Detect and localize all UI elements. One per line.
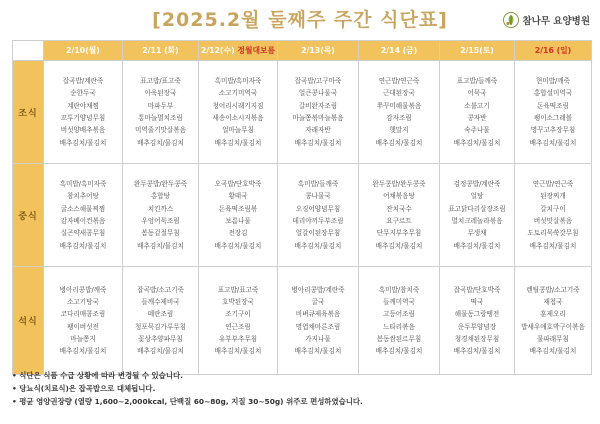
dish-item: 굴국 bbox=[311, 297, 325, 306]
dish-item: 콩자반 bbox=[467, 114, 487, 122]
dish-item: 감자베이컨볶음 bbox=[60, 217, 106, 225]
dish-item: 쭈꾸미해물볶음 bbox=[376, 101, 422, 110]
dish-item: 배추김치/물김치 bbox=[375, 241, 423, 250]
menu-cell bbox=[278, 61, 359, 164]
dish-item: 햇말지 bbox=[389, 126, 409, 135]
dish-item: 버섯맛살볶음 bbox=[533, 217, 573, 225]
dish-item: 완두콩밥/완두콩죽 bbox=[372, 180, 426, 189]
dish-item: 배추김치/물김치 bbox=[294, 138, 342, 147]
dish-item: 배추김치/물김치 bbox=[529, 241, 577, 250]
dish-item: 배추김치/물김치 bbox=[137, 138, 184, 147]
dish-item: 잔치국수 bbox=[386, 204, 412, 213]
dish-item: 오곡밥/단호박죽 bbox=[214, 180, 262, 189]
dish-item: 순한두국 bbox=[70, 89, 96, 98]
day-header-sun: 2/16 (일) bbox=[515, 41, 592, 61]
dish-item: 표고닭다리살장조림 bbox=[448, 204, 506, 213]
dish-item: 표고밥/표고죽 bbox=[140, 77, 181, 86]
dish-item: 떼란조림 bbox=[147, 310, 174, 319]
dish-item: 배추김치/물김치 bbox=[375, 138, 423, 147]
dish-item: 꽃상추양파무침 bbox=[138, 334, 183, 343]
menu-cell bbox=[359, 61, 440, 164]
dish-item: 잡곡밥/소고기죽 bbox=[137, 285, 184, 294]
dish-item: 숙주나물 bbox=[464, 126, 490, 135]
dish-item: 새송이소시지볶음 bbox=[212, 114, 264, 122]
notes-section bbox=[12, 369, 592, 408]
dish-item: 실곤약새콤무침 bbox=[60, 229, 106, 238]
menu-cell bbox=[199, 61, 278, 164]
day-header-wed: 2/12(수) 정월대보름 bbox=[199, 41, 278, 61]
dish-item: 배추김치/물김치 bbox=[137, 241, 184, 250]
dish-item: 마늘쫑지 bbox=[70, 334, 96, 343]
dish-item: 연근조림 bbox=[225, 322, 251, 331]
hospital-name: 참나무 요양병원 bbox=[522, 16, 590, 27]
dish-item: 팽이소그레볼 bbox=[533, 114, 573, 122]
dish-item: 얼큰콩나물국 bbox=[298, 89, 338, 98]
menu-cell bbox=[515, 267, 592, 375]
dish-item: 잡곡밥/단호박죽 bbox=[453, 285, 501, 294]
dish-item: 배추김치/물김치 bbox=[453, 241, 501, 250]
menu-cell bbox=[359, 164, 440, 267]
oak-leaf-icon bbox=[503, 12, 519, 28]
dish-item: 코다리매콤조림 bbox=[60, 310, 106, 319]
dish-item: 배추김치/물김치 bbox=[294, 347, 342, 356]
dish-item: 흑미밥/흑미자죽 bbox=[214, 77, 262, 86]
dish-item: 훈제오리 bbox=[540, 310, 566, 319]
menu-cell bbox=[278, 267, 359, 375]
holiday-note: 정월대보름 bbox=[237, 46, 276, 55]
dish-item: 봄동쌈된르무침 bbox=[376, 334, 422, 343]
dish-item: 자래자반 bbox=[305, 126, 331, 135]
day-header-fri: 2/14 (금) bbox=[359, 41, 440, 61]
dish-item: 연근밥/연근죽 bbox=[532, 180, 574, 189]
note-item: • 당뇨식(치료식)은 잡곡밥으로 대체됩니다. bbox=[12, 384, 156, 393]
dish-item: 흑미밥/들깨죽 bbox=[297, 180, 339, 189]
dish-item: 들깨미역국 bbox=[383, 297, 415, 306]
dish-item: 꼬투기양념무침 bbox=[60, 114, 106, 122]
dish-item: 오징어양념무침 bbox=[295, 204, 341, 213]
meal-row bbox=[13, 164, 592, 267]
dish-item: 호박된장국 bbox=[222, 297, 254, 306]
meal-label: 석식 bbox=[13, 267, 44, 375]
dish-item: 배추김치/물김치 bbox=[137, 347, 184, 356]
day-header-tue: 2/11 (화) bbox=[123, 41, 199, 61]
dish-item: 마파두부 bbox=[147, 101, 174, 110]
meal-label: 중식 bbox=[13, 164, 44, 267]
dish-item: 표고밥/들깨죽 bbox=[456, 77, 498, 86]
dish-item: 우엉어묵조림 bbox=[141, 217, 180, 225]
dish-item: 홍합탕 bbox=[150, 192, 171, 201]
dish-item: 배추김치/물김치 bbox=[59, 138, 107, 147]
weekly-menu-table bbox=[12, 40, 592, 375]
dish-item: 렌틸콩밥/소고기죽 bbox=[526, 285, 580, 294]
dish-item: 배추김치/물김치 bbox=[59, 241, 107, 250]
note-item: • 평균 영양권장량 (열량 1,600~2,000kcal, 단백질 60~80g, 지질 30~50g) 위주로 편성하였습니다. bbox=[12, 397, 363, 406]
dish-item: 비벼큐제육볶음 bbox=[295, 310, 341, 319]
menu-cell bbox=[44, 164, 123, 267]
dish-item: 된장찌개 bbox=[540, 192, 566, 201]
dish-item: 데리야끼두부조림 bbox=[292, 217, 344, 225]
dish-item: 흑미밥/참치죽 bbox=[378, 285, 420, 294]
menu-cell bbox=[123, 61, 199, 164]
header-corner bbox=[13, 41, 44, 61]
dish-item: 황태국 bbox=[228, 192, 248, 201]
dish-item: 배추김치/물김치 bbox=[214, 241, 262, 250]
dish-item: 배추김치/물김치 bbox=[529, 138, 577, 147]
menu-cell bbox=[440, 61, 515, 164]
dish-item: 물파래무침 bbox=[537, 334, 569, 343]
dish-item: 굴소스해물찌찜 bbox=[60, 204, 106, 213]
dish-item: 근대된장국 bbox=[383, 89, 415, 98]
day-header-thu: 2/13(목) bbox=[278, 41, 359, 61]
menu-cell bbox=[515, 164, 592, 267]
dish-item: 배추김치/물김치 bbox=[529, 347, 577, 356]
dish-item: 청경채된장무침 bbox=[454, 334, 500, 343]
hospital-logo bbox=[503, 11, 590, 29]
dish-item: 치킨까스 bbox=[147, 204, 174, 213]
dish-item: 떡국 bbox=[470, 297, 484, 306]
dish-item: 어묵국 bbox=[467, 89, 487, 98]
dish-item: 명엽채마른조림 bbox=[295, 322, 341, 331]
menu-cell bbox=[440, 164, 515, 267]
dish-item: 배추김치/물김치 bbox=[375, 347, 423, 356]
menu-cell bbox=[278, 164, 359, 267]
dish-item: 마늘쫑볶마늘볶음 bbox=[292, 114, 344, 122]
dish-item: 무생채 bbox=[467, 229, 487, 238]
dish-item: 버섯양배추볶음 bbox=[60, 126, 106, 135]
dish-item: 병아리콩밥/깨죽 bbox=[59, 285, 107, 294]
page-title: [2025.2월 둘째주 주간 식단표] bbox=[152, 9, 448, 31]
menu-cell bbox=[44, 267, 123, 375]
dish-item: 연근밥/연근죽 bbox=[378, 77, 420, 86]
dish-item: 병아리콩밥/계란죽 bbox=[291, 285, 345, 294]
menu-cell bbox=[199, 267, 278, 375]
menu-cell bbox=[199, 164, 278, 267]
dish-item: 고등어조림 bbox=[383, 310, 415, 319]
dish-item: 해물동그랑땡전 bbox=[454, 310, 500, 319]
menu-cell bbox=[440, 267, 515, 375]
dish-item: 감자조림 bbox=[386, 114, 412, 122]
dish-item: 가지나물 bbox=[305, 334, 331, 343]
dish-item: 청포묵김가루무침 bbox=[135, 322, 186, 331]
dish-item: 표고밥/표고죽 bbox=[217, 285, 259, 294]
dish-item: 잡곡밥/고구마죽 bbox=[294, 77, 342, 86]
dish-item: 얼갈이된장무침 bbox=[295, 229, 341, 238]
dish-item: 돈육떡조림 bbox=[537, 101, 569, 110]
dish-item: 도토리묵쑥갓무침 bbox=[527, 229, 579, 238]
dish-item: 갈비완자조림 bbox=[298, 101, 338, 110]
dish-item: 느타리볶음 bbox=[383, 322, 415, 331]
dish-item: 계란야채찜 bbox=[67, 101, 99, 110]
note-item: • 식단은 식품 수급 상황에 따라 변경될 수 있습니다. bbox=[12, 371, 183, 380]
menu-cell bbox=[123, 164, 199, 267]
meal-row bbox=[13, 267, 592, 375]
day-header-mon: 2/10(월) bbox=[44, 41, 123, 61]
dish-item: 멸치크레놀라볶음 bbox=[451, 217, 503, 225]
dish-item: 콩나물국 bbox=[305, 192, 331, 201]
dish-item: 밥새우애호박구이볶음 bbox=[521, 322, 585, 331]
dish-item: 유부부추무침 bbox=[218, 334, 258, 343]
dish-item: 운두부양념장 bbox=[457, 322, 497, 331]
dish-item: 소고기탕국 bbox=[67, 297, 99, 306]
dish-item: 홍합설미역국 bbox=[533, 89, 573, 98]
dish-item: 들깨수제비국 bbox=[141, 297, 180, 306]
meal-label: 조식 bbox=[13, 61, 44, 164]
dish-item: 미역줄기맛살볶음 bbox=[135, 126, 186, 135]
day-header-sat: 2/15(토) bbox=[440, 41, 515, 61]
day-header-row bbox=[13, 41, 592, 61]
dish-item: 배추김치/물김치 bbox=[214, 347, 262, 356]
meal-row bbox=[13, 61, 592, 164]
dish-item: 배추김치/물김치 bbox=[59, 347, 107, 356]
dish-item: 소고기미역국 bbox=[218, 89, 258, 98]
dish-item: 조기구이 bbox=[225, 310, 251, 319]
dish-item: 완두콩밥/완두콩죽 bbox=[133, 180, 188, 189]
dish-item: 흑미밥/흑미자죽 bbox=[59, 180, 107, 189]
dish-item: 배추김치/물김치 bbox=[294, 241, 342, 250]
dish-item: 잡곡밥/계란죽 bbox=[62, 77, 104, 86]
dish-item: 배추김치/물김치 bbox=[453, 138, 501, 147]
menu-cell bbox=[44, 61, 123, 164]
dish-item: 참치추어탕 bbox=[67, 192, 99, 201]
menu-cell bbox=[515, 61, 592, 164]
menu-cell bbox=[359, 267, 440, 375]
dish-item: 명꾸고추장무침 bbox=[530, 126, 576, 135]
dish-item: 얼탕 bbox=[470, 192, 484, 201]
dish-item: 전장김 bbox=[228, 229, 248, 238]
dish-item: 검정콩밥/계란죽 bbox=[453, 180, 501, 189]
dish-item: 현미밥/깨죽 bbox=[535, 77, 571, 86]
dish-item: 청어리시래기지짐 bbox=[212, 101, 264, 110]
dish-item: 보름나물 bbox=[225, 217, 251, 225]
dish-item: 얼마늘무침 bbox=[222, 126, 254, 135]
dish-item: 봄동겉절무침 bbox=[141, 229, 180, 238]
menu-cell bbox=[123, 267, 199, 375]
dish-item: 갈치구이 bbox=[540, 204, 566, 213]
page-header bbox=[0, 0, 600, 38]
dish-item: 재첩국 bbox=[543, 297, 563, 306]
dish-item: 소불고기 bbox=[464, 101, 490, 110]
dish-item: 요구르트 bbox=[386, 217, 412, 225]
dish-item: 배추김치/물김치 bbox=[214, 138, 262, 147]
dish-item: 배추김치/물김치 bbox=[453, 347, 501, 356]
dish-item: 돈육떡조림볶 bbox=[218, 204, 258, 213]
dish-item: 통마늘멸치조림 bbox=[138, 114, 183, 122]
dish-item: 단무지부추무침 bbox=[376, 229, 422, 238]
dish-item: 팽이버섯전 bbox=[67, 322, 99, 331]
dish-item: 아욱된장국 bbox=[144, 89, 177, 98]
dish-item: 어채볶음탕 bbox=[383, 192, 415, 201]
